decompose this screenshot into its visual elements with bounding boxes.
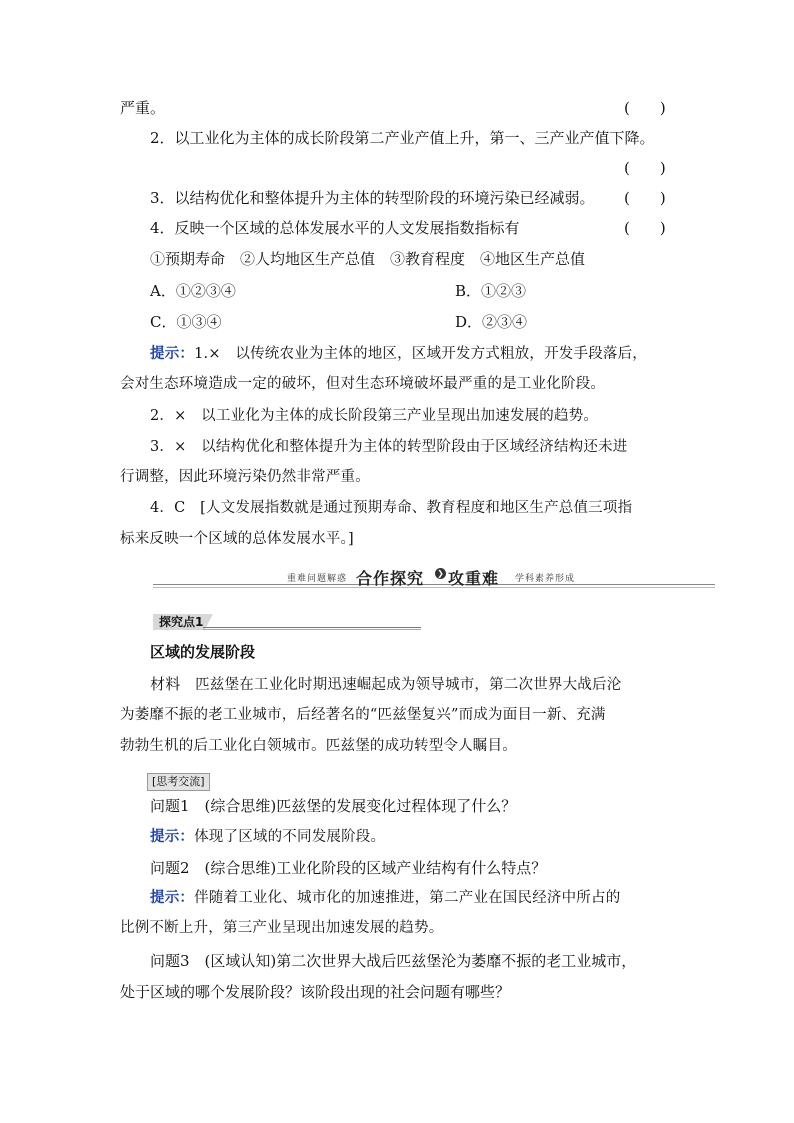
question-4-items: ①预期寿命 ②人均地区生产总值 ③教育程度 ④地区生产总值	[150, 250, 586, 268]
question-3-line-2: 处于区域的哪个发展阶段？该阶段出现的社会问题有哪些？	[120, 983, 511, 1001]
answer-blank-2: ( )	[624, 159, 666, 177]
explore-point-label: 探究点1	[159, 615, 204, 629]
answer-blank-4: ( )	[624, 219, 666, 237]
answer-3-line-1: 3．× 以结构优化和整体提升为主体的转型阶段由于区域经济结构还未进	[150, 439, 628, 455]
explore-point-tag	[153, 614, 421, 630]
answer-2: 2．× 以工业化为主体的成长阶段第三产业呈现出加速发展的趋势。	[150, 408, 599, 424]
hint-1	[150, 827, 385, 847]
answer-3-line-2: 行调整，因此环境污染仍然非常严重。	[120, 469, 370, 485]
banner-title-1: 合作探究	[356, 569, 425, 588]
answer-1-head: 1.×	[194, 346, 221, 362]
hint-2-line-2: 比例不断上升，第三产业呈现出加速发展的趋势。	[120, 920, 444, 936]
answer-blank-3: ( )	[624, 189, 666, 207]
banner-title-2: 攻重难	[448, 569, 500, 588]
material-line-1	[150, 674, 621, 695]
banner-left-text: 重难问题解惑	[287, 574, 348, 584]
question-4: 4．反映一个区域的总体发展水平的人文发展指数指标有	[150, 219, 520, 237]
option-c: C．①③④	[150, 313, 222, 331]
hint-2-text: 伴随着工业化、城市化的加速推进，第二产业在国民经济中所占的	[194, 890, 621, 906]
question-2: 2．以工业化为主体的成长阶段第二产业产值上升，第一、三产业产值下降。	[150, 129, 655, 147]
question-1: 问题1 (综合思维)匹兹堡的发展变化过程体现了什么？	[150, 797, 517, 815]
banner-right-text: 学科素养形成	[515, 574, 576, 584]
hint-label: 提示：	[150, 345, 195, 362]
banner-rule	[153, 584, 715, 585]
answer-4-line-1: 4．C [人文发展指数就是通过预期寿命、教育程度和地区生产总值三项指	[150, 500, 633, 516]
tag-rule	[203, 627, 421, 628]
explore-heading: 区域的发展阶段	[150, 643, 256, 661]
answer-1-text: 以传统农业为主体的地区，区域开发方式粗放，开发手段落后，	[220, 346, 648, 362]
material-text-1: 匹兹堡在工业化时期迅速崛起成为领导城市，第二次世界大战后沦	[180, 677, 622, 693]
hint-2-line-1	[150, 888, 620, 908]
question-line-continuation: 严重。	[120, 99, 166, 117]
answer-4-line-2: 标来反映一个区域的总体发展水平。]	[120, 531, 354, 547]
chevron-right-icon: ❯	[435, 568, 446, 579]
question-3-line-1: 问题3 (区域认知)第二次世界大战后匹兹堡沦为萎靡不振的老工业城市，	[150, 952, 637, 970]
option-b: B．①②③	[455, 282, 527, 300]
material-line-3: 勃勃生机的后工业化白领城市。匹兹堡的成功转型令人瞩目。	[120, 738, 517, 754]
tag-rule-2	[203, 629, 421, 630]
answer-1-line-1	[150, 344, 647, 364]
answer-blank-1: ( )	[624, 99, 666, 117]
question-2b: 问题2 (综合思维)工业化阶段的区域产业结构有什么特点？	[150, 859, 547, 877]
option-d: D．②③④	[455, 313, 528, 331]
option-a: A．①②③④	[150, 282, 236, 300]
question-3: 3．以结构优化和整体提升为主体的转型阶段的环境污染已经减弱。	[150, 189, 595, 207]
banner-rule-2	[153, 587, 715, 588]
think-exchange-tag: [思考交流]	[147, 773, 210, 791]
hint-label: 提示：	[150, 828, 195, 845]
material-line-2: 为萎靡不振的老工业城市，后经著名的“匹兹堡复兴”而成为面目一新、充满	[120, 707, 606, 723]
hint-label: 提示：	[150, 889, 195, 906]
hint-1-text: 体现了区域的不同发展阶段。	[194, 829, 386, 845]
answer-1-line-2: 会对生态环境造成一定的破坏，但对生态环境破坏最严重的是工业化阶段。	[120, 376, 606, 392]
section-banner	[153, 564, 715, 590]
material-label: 材料	[150, 675, 181, 693]
